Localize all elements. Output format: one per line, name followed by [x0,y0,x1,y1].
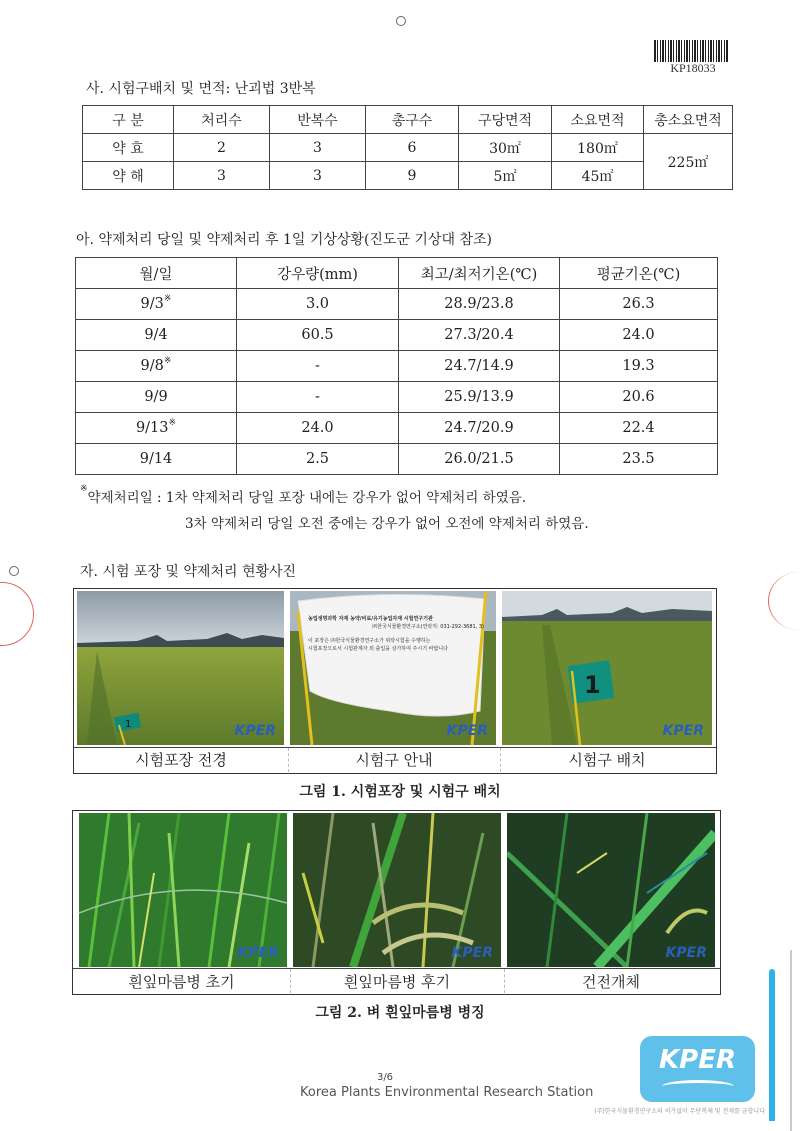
date-cell: 9/8※ [76,351,237,382]
photo-healthy-plant [507,813,715,967]
plot-area-cell: 5㎡ [459,162,552,190]
table-row [76,444,718,475]
date-cell: 9/14 [76,444,237,475]
field-overview-image [77,591,284,745]
table-header-row [83,106,733,134]
row-label: 약 해 [83,162,174,190]
photo-field-overview [77,591,284,745]
figure-2-title: 그림 2. 벼 흰잎마름병 병징 [315,1005,485,1021]
table-row [76,351,718,382]
max-min-temp-cell: 25.9/13.9 [399,382,560,413]
table-row [83,162,733,190]
kper-watermark: KPER [446,723,488,739]
rainfall-cell: - [237,351,399,382]
weather-table [75,257,718,475]
rainfall-cell: 60.5 [237,320,399,351]
table-row [76,382,718,413]
kper-watermark: KPER [665,945,707,961]
date-cell: 9/13※ [76,413,237,444]
healthy-plant-image [507,813,715,967]
header-cell: 강우량(mm) [237,258,399,289]
red-seal-stamp [768,572,800,630]
photo-caption: 시험포장 전경 [135,751,227,769]
avg-temp-cell: 23.5 [560,444,718,475]
table-row [83,134,733,162]
photo-caption: 시험구 배치 [568,751,646,769]
punch-hole-mark [396,16,406,26]
max-min-temp-cell: 24.7/14.9 [399,351,560,382]
treatments-cell: 3 [174,162,270,190]
photo-plot-arrangement [502,591,712,745]
kper-watermark: KPER [237,945,279,961]
page-edge [790,950,792,1131]
red-seal-stamp [0,582,34,646]
total-plots-cell: 9 [366,162,459,190]
figure-1-panel [73,588,717,774]
total-required-area-cell: 225㎡ [644,134,733,190]
section-heading-plot-layout: 사. 시험구배치 및 면적: 난괴법 3반복 [86,81,316,97]
header-cell: 평균기온(℃) [560,258,718,289]
rainfall-cell: 24.0 [237,413,399,444]
rainfall-cell: 2.5 [237,444,399,475]
header-cell: 구 분 [83,106,174,134]
blight-early-image [79,813,287,967]
photo-caption: 시험구 안내 [355,751,433,769]
table-row [76,320,718,351]
table-row [76,289,718,320]
figure-2-panel [72,810,721,995]
barcode-icon [654,40,729,62]
date-cell: 9/9 [76,382,237,413]
section-heading-photos: 자. 시험 포장 및 약제처리 현황사진 [80,564,297,580]
date-cell: 9/3※ [76,289,237,320]
max-min-temp-cell: 26.0/21.5 [399,444,560,475]
section-heading-weather: 아. 약제처리 당일 및 약제처리 후 1일 기상상황(진도군 기상대 참조) [76,232,492,248]
photo-caption: 흰잎마름병 초기 [128,973,235,991]
photo-plot-sign [290,591,496,745]
footnote-line-1: ※약제처리일 : 1차 약제처리 당일 포장 내에는 강우가 없어 약제처리 하였음. [80,484,527,506]
header-cell: 처리수 [174,106,270,134]
header-cell: 반복수 [270,106,366,134]
kper-watermark: KPER [451,945,493,961]
photo-blight-late [293,813,501,967]
avg-temp-cell: 19.3 [560,351,718,382]
max-min-temp-cell: 24.7/20.9 [399,413,560,444]
footnote-mark: ※ [80,484,88,494]
organization-name: Korea Plants Environmental Research Station [300,1085,594,1100]
max-min-temp-cell: 28.9/23.8 [399,289,560,320]
punch-hole-mark [9,566,19,576]
rainfall-cell: 3.0 [237,289,399,320]
kper-watermark: KPER [662,723,704,739]
avg-temp-cell: 24.0 [560,320,718,351]
replications-cell: 3 [270,162,366,190]
document-id: KP18033 [670,61,716,75]
required-area-cell: 180㎡ [552,134,644,162]
figure-1-title: 그림 1. 시험포장 및 시험구 배치 [299,784,501,800]
treatment-day-mark: ※ [168,418,177,428]
plot-arrangement-image [502,591,712,745]
svg-text:1: 1 [584,671,601,699]
svg-text:1: 1 [125,719,132,730]
rainfall-cell: - [237,382,399,413]
kper-logo: KPER [640,1036,755,1102]
plot-area-cell: 30㎡ [459,134,552,162]
plot-layout-table [82,105,733,190]
avg-temp-cell: 22.4 [560,413,718,444]
blight-late-image [293,813,501,967]
avg-temp-cell: 26.3 [560,289,718,320]
footnote-line-2: 3차 약제처리 당일 오전 중에는 강우가 없어 오전에 약제처리 하였음. [185,516,589,532]
max-min-temp-cell: 27.3/20.4 [399,320,560,351]
caption-divider [74,747,716,748]
photo-caption: 흰잎마름병 후기 [343,973,451,991]
header-cell: 총구수 [366,106,459,134]
total-plots-cell: 6 [366,134,459,162]
header-cell: 월/일 [76,258,237,289]
header-cell: 총소요면적 [644,106,733,134]
logo-subtext: (주)한국식물환경연구소의 허가없이 무단복제 및 전재를 금합니다 [594,1108,765,1115]
logo-arc-icon [662,1080,734,1093]
date-cell: 9/4 [76,320,237,351]
photo-blight-early [79,813,287,967]
caption-divider [73,968,720,969]
treatment-day-mark: ※ [163,356,172,366]
avg-temp-cell: 20.6 [560,382,718,413]
replications-cell: 3 [270,134,366,162]
table-row [76,413,718,444]
table-header-row [76,258,718,289]
photo-caption: 건전개체 [582,973,640,991]
header-cell: 구당면적 [459,106,552,134]
kper-watermark: KPER [234,723,276,739]
treatments-cell: 2 [174,134,270,162]
page-number: 3/6 [376,1072,394,1083]
decorative-side-bar [769,969,775,1121]
header-cell: 최고/최저기온(℃) [399,258,560,289]
header-cell: 소요면적 [552,106,644,134]
sign-text: 농업생명과학 자재 농약/비료/유기농업자재 시험연구기관 ㈜한국식물환경연구소(연락처: 031-292-3681, 3) 이 포장은 ㈜한국식물환경연구소가 위탁시험을 수행하는 시험포장으로서 시험관계자 외 출입을 삼가하여 주시기 바랍니다 [308,616,484,652]
treatment-day-mark: ※ [163,294,172,304]
required-area-cell: 45㎡ [552,162,644,190]
row-label: 약 효 [83,134,174,162]
